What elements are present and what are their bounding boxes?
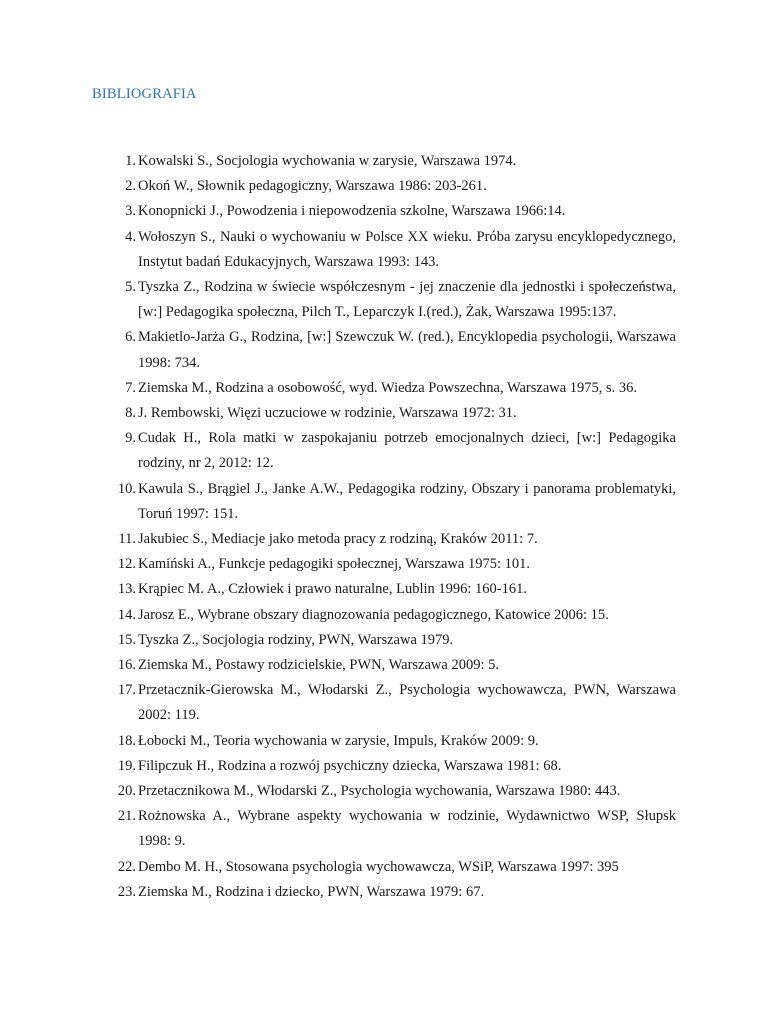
bibliography-entry: [125, 199, 676, 224]
bibliography-entry: [117, 880, 676, 905]
entry-text: Dembo M. H., Stosowana psychologia wychowawcza, WSiP, Warszawa 1997: 395: [138, 858, 619, 875]
entry-number: 8.: [125, 405, 136, 422]
entry-number: 5.: [125, 279, 136, 296]
bibliography-entry: [125, 426, 676, 476]
entry-number: 4.: [125, 228, 136, 245]
entry-number: 22.: [117, 858, 136, 875]
bibliography-entry: [117, 754, 676, 779]
entry-number: 18.: [117, 732, 136, 749]
bibliography-entry: [125, 325, 676, 375]
entry-text: Cudak H., Rola matki w zaspokajaniu potrzeb emocjonalnych dzieci, [w:] Pedagogika rodziny, nr 2, 2012: 12.: [138, 430, 676, 472]
entry-text: Jarosz E., Wybrane obszary diagnozowania pedagogicznego, Katowice 2006: 15.: [138, 606, 609, 623]
entry-number: 20.: [117, 783, 136, 800]
bibliography-entry: [117, 779, 676, 804]
entry-text: Łobocki M., Teoria wychowania w zarysie, Impuls, Kraków 2009: 9.: [138, 732, 539, 749]
entry-text: Jakubiec S., Mediacje jako metoda pracy z rodziną, Kraków 2011: 7.: [138, 531, 538, 548]
entry-number: 16.: [117, 657, 136, 674]
entry-text: Konopnicki J., Powodzenia i niepowodzenia szkolne, Warszawa 1966:14.: [138, 203, 566, 220]
entry-text: J. Rembowski, Więzi uczuciowe w rodzinie, Warszawa 1972: 31.: [138, 405, 517, 422]
entry-number: 11.: [118, 531, 136, 548]
bibliography-entry: [117, 552, 676, 577]
entry-text: Filipczuk H., Rodzina a rozwój psychiczny dziecka, Warszawa 1981: 68.: [138, 757, 562, 774]
entry-number: 9.: [125, 430, 136, 447]
bibliography-entry: [125, 376, 676, 401]
entry-number: 23.: [117, 883, 136, 900]
entry-text: Wołoszyn S., Nauki o wychowaniu w Polsce XX wieku. Próba zarysu encyklopedycznego, Instytut badań Edukacyjnych, Warszawa 1993: 143.: [138, 228, 676, 270]
entry-number: 2.: [125, 178, 136, 195]
entry-text: Tyszka Z., Socjologia rodziny, PWN, Warszawa 1979.: [138, 631, 454, 648]
bibliography-entry: [117, 603, 676, 628]
entry-number: 15.: [117, 631, 136, 648]
bibliography-entry: [125, 174, 676, 199]
bibliography-list: [117, 149, 676, 905]
entry-text: Ziemska M., Rodzina a osobowość, wyd. Wiedza Powszechna, Warszawa 1975, s. 36.: [138, 379, 638, 396]
entry-number: 21.: [117, 808, 136, 825]
bibliography-entry: [125, 401, 676, 426]
entry-number: 1.: [125, 153, 136, 169]
bibliography-entry: [117, 804, 676, 854]
entry-number: 6.: [125, 329, 136, 346]
entry-number: 13.: [117, 581, 136, 598]
entry-text: Makietlo-Jarża G., Rodzina, [w:] Szewczuk W. (red.), Encyklopedia psychologii, Warszawa 1998: 734.: [138, 329, 676, 371]
entry-text: Rożnowska A., Wybrane aspekty wychowania w rodzinie, Wydawnictwo WSP, Słupsk 1998: 9.: [138, 808, 676, 850]
bibliography-entry: [118, 527, 676, 552]
entry-text: Kawula S., Brągiel J., Janke A.W., Pedagogika rodziny, Obszary i panorama problematyki, Toruń 1997: 151.: [138, 480, 676, 522]
entry-text: Tyszka Z., Rodzina w świecie współczesnym - jej znaczenie dla jednostki i społeczeństwa, [w:] Pedagogika społeczna, Pilch T., Leparczyk I.(red.), Żak, Warszawa 1995:137.: [138, 279, 676, 321]
page-title: BIBLIOGRAFIA: [92, 86, 197, 102]
entry-number: 12.: [117, 556, 136, 573]
bibliography-entry: [117, 855, 676, 880]
bibliography-entry: [117, 477, 676, 527]
entry-text: Przetacznik-Gierowska M., Włodarski Z., Psychologia wychowawcza, PWN, Warszawa 2002: 119.: [138, 682, 676, 724]
entry-text: Krąpiec M. A., Człowiek i prawo naturalne, Lublin 1996: 160-161.: [138, 581, 528, 598]
bibliography-entry: [117, 729, 676, 754]
bibliography-entry: [125, 149, 676, 174]
bibliography-entry: [117, 628, 676, 653]
entry-text: Kowalski S., Socjologia wychowania w zarysie, Warszawa 1974.: [138, 153, 517, 169]
entry-number: 7.: [125, 379, 136, 396]
entry-text: Ziemska M., Postawy rodzicielskie, PWN, Warszawa 2009: 5.: [138, 657, 499, 674]
entry-number: 10.: [117, 480, 136, 497]
bibliography-entry: [125, 275, 676, 325]
bibliography-entry: [125, 225, 676, 275]
bibliography-entry: [117, 678, 676, 728]
entry-text: Ziemska M., Rodzina i dziecko, PWN, Warszawa 1979: 67.: [138, 883, 485, 900]
entry-text: Kamiński A., Funkcje pedagogiki społecznej, Warszawa 1975: 101.: [138, 556, 530, 573]
entry-text: Przetacznikowa M., Włodarski Z., Psychologia wychowania, Warszawa 1980: 443.: [138, 783, 621, 800]
bibliography-entry: [117, 577, 676, 602]
entry-number: 14.: [117, 606, 136, 623]
entry-text: Okoń W., Słownik pedagogiczny, Warszawa 1986: 203-261.: [138, 178, 487, 195]
entry-number: 17.: [117, 682, 136, 699]
bibliography-entry: [117, 653, 676, 678]
entry-number: 19.: [117, 757, 136, 774]
entry-number: 3.: [125, 203, 136, 220]
